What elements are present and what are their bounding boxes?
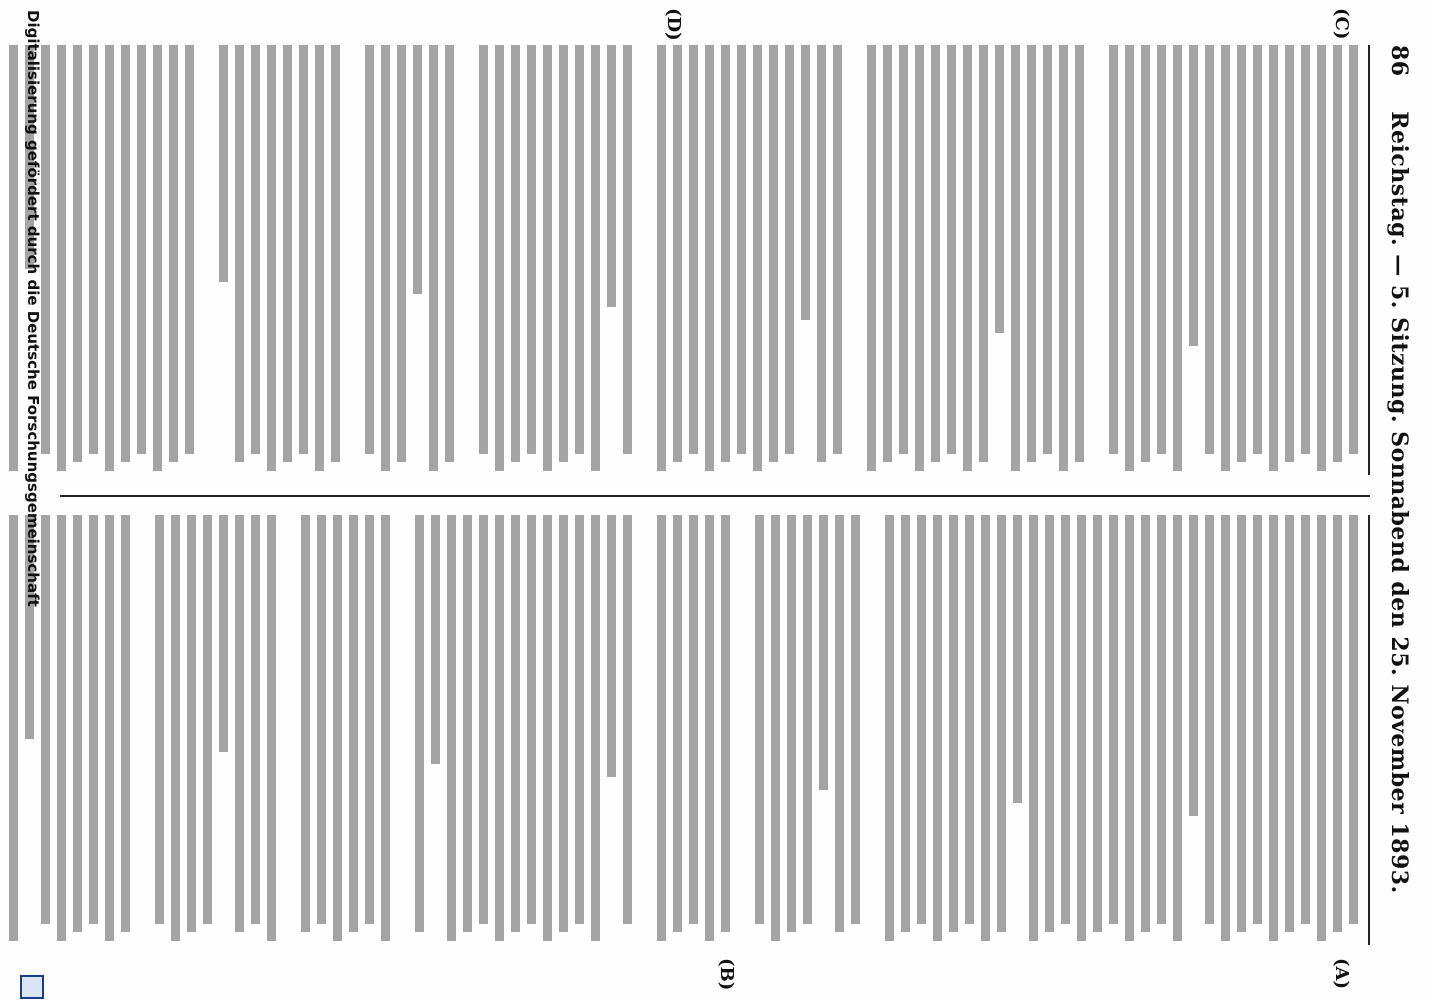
text-line [121,515,130,932]
text-line [333,515,342,941]
text-line [689,45,698,454]
running-head: Reichstag. — 5. Sitzung. Sonnabend den 25. November 1893. [1386,111,1412,894]
text-line [1075,45,1084,462]
text-line [1237,515,1246,932]
text-line [1173,515,1182,941]
paragraph-gap [194,45,212,475]
text-line [235,515,244,932]
text-line [817,45,826,462]
text-line [771,515,780,941]
text-line [721,515,730,932]
paragraph-gap [454,45,472,475]
text-line [915,45,924,471]
text-line [315,45,324,471]
text-line [1349,515,1358,924]
text-line [447,515,456,941]
text-line [511,45,520,462]
text-line [995,45,1004,333]
text-line [657,45,666,471]
text-line [1301,515,1310,924]
text-line [1093,515,1102,932]
text-line [801,45,810,320]
text-line [1349,45,1358,454]
column-divider [60,495,1370,497]
text-line [933,515,942,941]
text-line [997,515,1006,932]
text-line [1109,45,1118,454]
text-line [1285,45,1294,462]
text-line [365,45,374,454]
text-line [495,45,504,471]
text-line [1125,45,1134,471]
left-column-text [60,45,1358,475]
text-line [431,515,440,764]
text-line [981,515,990,941]
right-column-text [60,515,1358,945]
text-line [1301,45,1310,454]
text-line [787,515,796,932]
text-line [623,515,632,924]
text-line [1221,515,1230,941]
paragraph-gap [842,45,860,475]
text-line [623,45,632,454]
text-line [413,45,422,294]
digitization-note: Digitalisierung gefördert durch die Deutsche Forschungsgemeinschaft [24,10,42,607]
text-line [1157,45,1166,454]
text-line [705,515,714,941]
text-line [1237,45,1246,462]
text-line [73,515,82,932]
text-line [301,515,310,932]
paragraph-gap [130,515,148,945]
text-line [607,515,616,777]
text-line [1205,515,1214,924]
text-line [1221,45,1230,471]
text-line [527,515,536,924]
paragraph-gap [390,515,408,945]
text-line [267,515,276,941]
text-line [185,45,194,454]
text-line [331,45,340,462]
text-line [1189,515,1198,816]
text-line [137,45,146,454]
paragraph-gap [632,515,650,945]
text-line [835,515,844,932]
text-line [381,45,390,471]
text-line [235,45,244,462]
text-line [219,515,228,752]
text-line [1011,45,1020,471]
text-line [1059,45,1068,471]
text-line [1013,515,1022,803]
text-line [429,45,438,471]
text-line [755,515,764,924]
text-line [673,45,682,462]
text-line [803,515,812,924]
text-line [349,515,358,932]
text-line [979,45,988,462]
text-line [219,45,228,282]
text-line [1029,515,1038,941]
text-line [559,515,568,932]
text-line [299,45,308,454]
text-line [963,45,972,471]
text-line [1141,515,1150,932]
text-line [1205,45,1214,454]
text-line [1317,45,1326,471]
text-line [283,45,292,462]
text-line [931,45,940,462]
text-line [1061,515,1070,924]
right-column [60,515,1370,945]
text-line [737,45,746,454]
text-line [171,515,180,941]
text-line [153,45,162,471]
text-line [753,45,762,471]
text-line [1285,515,1294,932]
margin-marker-a: (A) [1331,958,1352,989]
paragraph-gap [860,515,878,945]
text-line [105,515,114,941]
text-line [89,45,98,454]
text-line [575,45,584,454]
page-number: 86 [1386,45,1412,77]
paragraph-gap [340,45,358,475]
text-line [169,45,178,462]
margin-marker-b: (B) [716,958,737,991]
left-column [60,45,1370,475]
text-line [1189,45,1198,346]
text-line [721,45,730,462]
text-line [251,45,260,454]
text-line [689,515,698,924]
text-line [1157,515,1166,924]
text-line [543,515,552,941]
margin-marker-d: (D) [663,8,684,41]
text-line [591,515,600,941]
text-line [1253,45,1262,454]
text-line [543,45,552,471]
text-line [1173,45,1182,471]
text-line [883,45,892,462]
text-line [73,45,82,462]
text-line [867,45,876,471]
text-line [251,515,260,924]
text-line [381,515,390,941]
paragraph-gap [632,45,650,475]
text-line [1045,515,1054,932]
text-line [833,45,842,454]
text-line [819,515,828,790]
text-line [511,515,520,932]
text-line [57,515,66,941]
text-line [397,45,406,462]
text-line [267,45,276,471]
paragraph-gap [276,515,294,945]
text-line [121,45,130,462]
text-line [917,515,926,924]
text-line [591,45,600,471]
text-line [899,45,908,454]
text-line [1269,515,1278,941]
text-line [673,515,682,932]
text-line [187,515,196,932]
text-line [105,45,114,471]
text-line [851,515,860,924]
text-line [947,45,956,454]
text-line [1125,515,1134,941]
text-line [317,515,326,924]
text-line [1043,45,1052,454]
text-line [155,515,164,924]
text-line [1317,515,1326,941]
text-line [1027,45,1036,462]
margin-marker-c: (C) [1331,8,1352,40]
text-line [495,515,504,941]
text-line [415,515,424,932]
digitization-footer [12,0,52,1000]
text-line [203,515,212,924]
text-line [769,45,778,462]
text-line [463,515,472,932]
text-line [657,515,666,941]
text-line [1333,515,1342,932]
text-line [1109,515,1118,924]
text-line [949,515,958,932]
text-line [479,45,488,454]
paragraph-gap [730,515,748,945]
text-line [1333,45,1342,462]
text-line [785,45,794,454]
text-line [575,515,584,924]
text-line [607,45,616,307]
text-line [885,515,894,941]
text-line [1269,45,1278,471]
text-line [559,45,568,462]
text-line [1253,515,1262,924]
text-line [445,45,454,462]
text-line [527,45,536,454]
text-line [479,515,488,924]
text-line [57,45,66,471]
text-line [901,515,910,932]
text-line [965,515,974,924]
dfg-logo-icon [20,975,44,999]
text-line [365,515,374,924]
text-line [705,45,714,471]
text-line [1141,45,1150,462]
text-line [1077,515,1086,941]
page-header [1378,45,1412,960]
text-line [89,515,98,924]
paragraph-gap [1084,45,1102,475]
